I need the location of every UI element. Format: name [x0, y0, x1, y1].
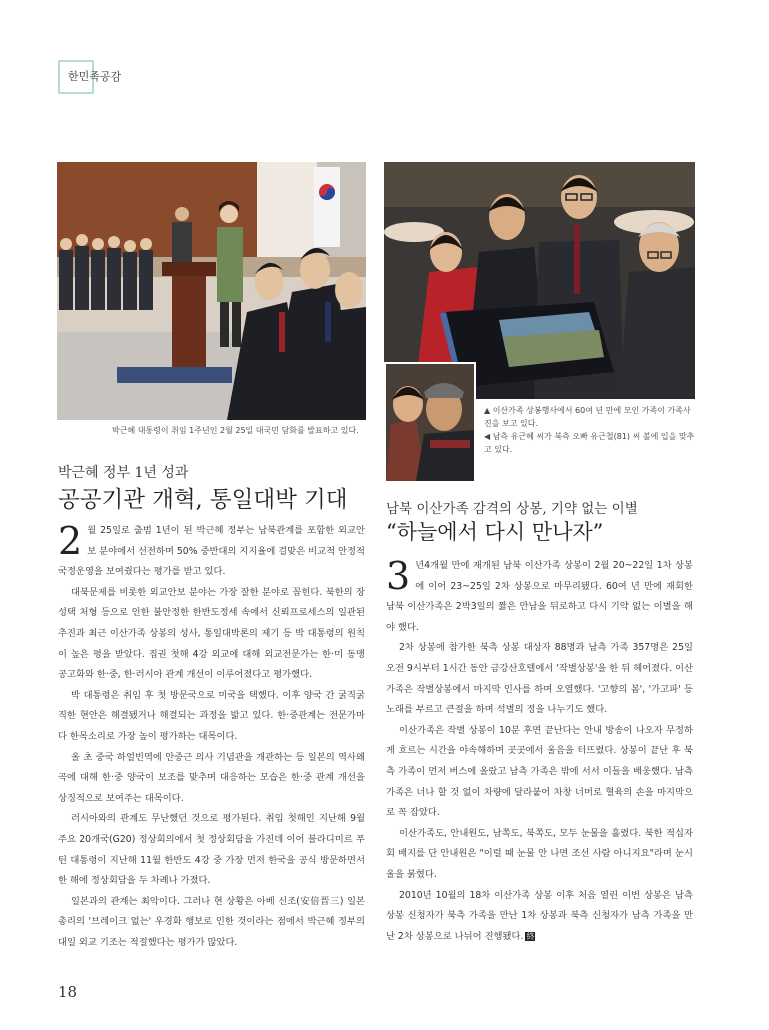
page-number: 18 [58, 983, 78, 1001]
right-paragraph-4: 이산가족도, 안내원도, 남쪽도, 북쪽도, 모두 눈물을 흘렸다. 북한 적십자회 배지를 단 안내원은 "이럴 때 눈물 안 나면 조선 사람 아니지요"라며 눈시울을 붉혔다. [386, 827, 693, 880]
left-paragraph-2: 대북문제를 비롯한 외교안보 분야는 가장 잘한 분야로 꼽힌다. 북한의 장성택 처형 등으로 인한 불안정한 한반도정세 속에서 신뢰프로세스의 일관된 추진과 최근 이산가족 상봉의 성사, 통일대박론의 제기 등 박 대통령의 원칙이 높은 평을 받았다. 집권 첫해 4강 외교에 대해 외교전문가는 한·미 동맹 공고화와 한·중, 한·러시아 관계 개선이 이루어졌다고 평가했다. [58, 586, 365, 681]
reunion-kiss-inset-photo [384, 362, 476, 483]
section-tag-label: 한민족공감 [68, 70, 122, 83]
left-paragraph-3: 박 대통령은 취임 후 첫 방문국으로 미국을 택했다. 이후 양국 간 굵직굵직한 현안은 해결됐거나 해결되는 과정을 밟고 있다. 한·중관계는 전문가마다 한목소리로 가장 높이 평가하는 대목이다. [58, 689, 365, 742]
left-headline: 공공기관 개혁, 통일대박 기대 [58, 487, 348, 513]
left-dropcap: 2 [58, 519, 83, 563]
right-paragraph-2: 2차 상봉에 참가한 북측 상봉 대상자 88명과 남측 가족 357명은 25일 오전 9시부터 1시간 동안 금강산호텔에서 '작별상봉'을 한 뒤 헤어졌다. 이산가족은 작별상봉에서 마지막 인사를 하며 오열했다. '고향의 봄', '가고파' 등 노래를 부르고 큰절을 하며 석별의 정을 나누기도 했다. [386, 642, 693, 716]
left-article-body [58, 521, 365, 953]
section-tag [58, 60, 122, 94]
right-photo-caption-1: ▲ 이산가족 상봉행사에서 60여 년 만에 모인 가족이 가족사진을 보고 있다. [484, 406, 691, 428]
right-photo-captions [484, 404, 696, 456]
right-paragraph-1-text: 년4개월 만에 재개된 남북 이산가족 상봉이 2월 20~22일 1차 상봉에 이어 23~25일 2차 상봉으로 마무리됐다. 60여 년 만에 재회한 남북 이산가족은 2박3일의 짧은 만남을 뒤로하고 다시 기약 없는 이별을 해야 했다. [386, 560, 693, 633]
left-photo-caption: 박근혜 대통령이 취임 1주년인 2월 25일 대국민 담화를 발표하고 있다. [112, 426, 359, 435]
right-headline: “하늘에서 다시 만나자” [386, 520, 604, 544]
right-article-body [386, 556, 693, 947]
right-dropcap: 3 [386, 554, 411, 598]
left-paragraph-1 [58, 521, 365, 583]
end-mark: 終 [526, 931, 535, 941]
right-photo-caption-2: ◀ 남측 유근혜 씨가 북측 오빠 유근철(81) 씨 볼에 입을 맞추고 있다. [484, 432, 695, 454]
left-paragraph-1-text: 월 25일로 출범 1년이 된 박근혜 정부는 남북관계를 포함한 외교안보 분야에서 선전하며 50% 중반대의 지지율에 걸맞은 비교적 안정적 국정운영을 보여줬다는 평가를 받고 있다. [58, 525, 365, 578]
right-kicker: 남북 이산가족 감격의 상봉, 기약 없는 이별 [386, 501, 638, 517]
left-paragraph-4: 올 초 중국 하얼빈역에 안중근 의사 기념관을 개관하는 등 일본의 역사왜곡에 대해 한·중 양국이 보조를 맞추며 대응하는 모습은 한·중 관계 개선을 상징적으로 보여주는 대목이다. [58, 751, 365, 804]
right-paragraph-5-text: 2010년 10월의 18차 이산가족 상봉 이후 처음 열린 이번 상봉은 남측 상봉 신청자가 북측 가족을 만난 1차 상봉과 북측 신청자가 남측 가족을 만난 2차 상봉으로 나뉘어 진행됐다. [386, 889, 693, 942]
left-kicker: 박근혜 정부 1년 성과 [58, 465, 189, 481]
right-paragraph-3: 이산가족은 작별 상봉이 10분 후면 끝난다는 안내 방송이 나오자 무정하게 흐르는 시간을 야속해하며 곳곳에서 울음을 터뜨렸다. 상봉이 끝난 후 북측 가족이 먼저 버스에 올랐고 남측 가족은 밖에 서서 이들을 배웅했다. 남측 가족은 너나 할 것 없이 차량에 달라붙어 차창 너머로 혈육의 손을 마지막으로 꼭 잡았다. [386, 724, 693, 819]
right-paragraph-5 [386, 886, 693, 948]
president-briefing-photo [57, 162, 366, 420]
right-paragraph-1 [386, 556, 693, 638]
left-paragraph-6: 일본과의 관계는 최악이다. 그러나 현 상황은 아베 신조(安倍晋三) 일본 총리의 '브레이크 없는' 우경화 행보로 인한 것이라는 점에서 박근혜 정부의 대일 외교 기조는 적절했다는 평가가 많았다. [58, 895, 365, 948]
left-paragraph-5: 러시아와의 관계도 무난했던 것으로 평가된다. 취임 첫해인 지난해 9월 주요 20개국(G20) 정상회의에서 첫 정상회담을 가진데 이어 블라디미르 푸틴 대통령이 지난해 11월 한반도 4강 중 가장 먼저 한국을 공식 방문하면서 한 해에 정상회담을 두 차례나 가졌다. [58, 813, 365, 887]
